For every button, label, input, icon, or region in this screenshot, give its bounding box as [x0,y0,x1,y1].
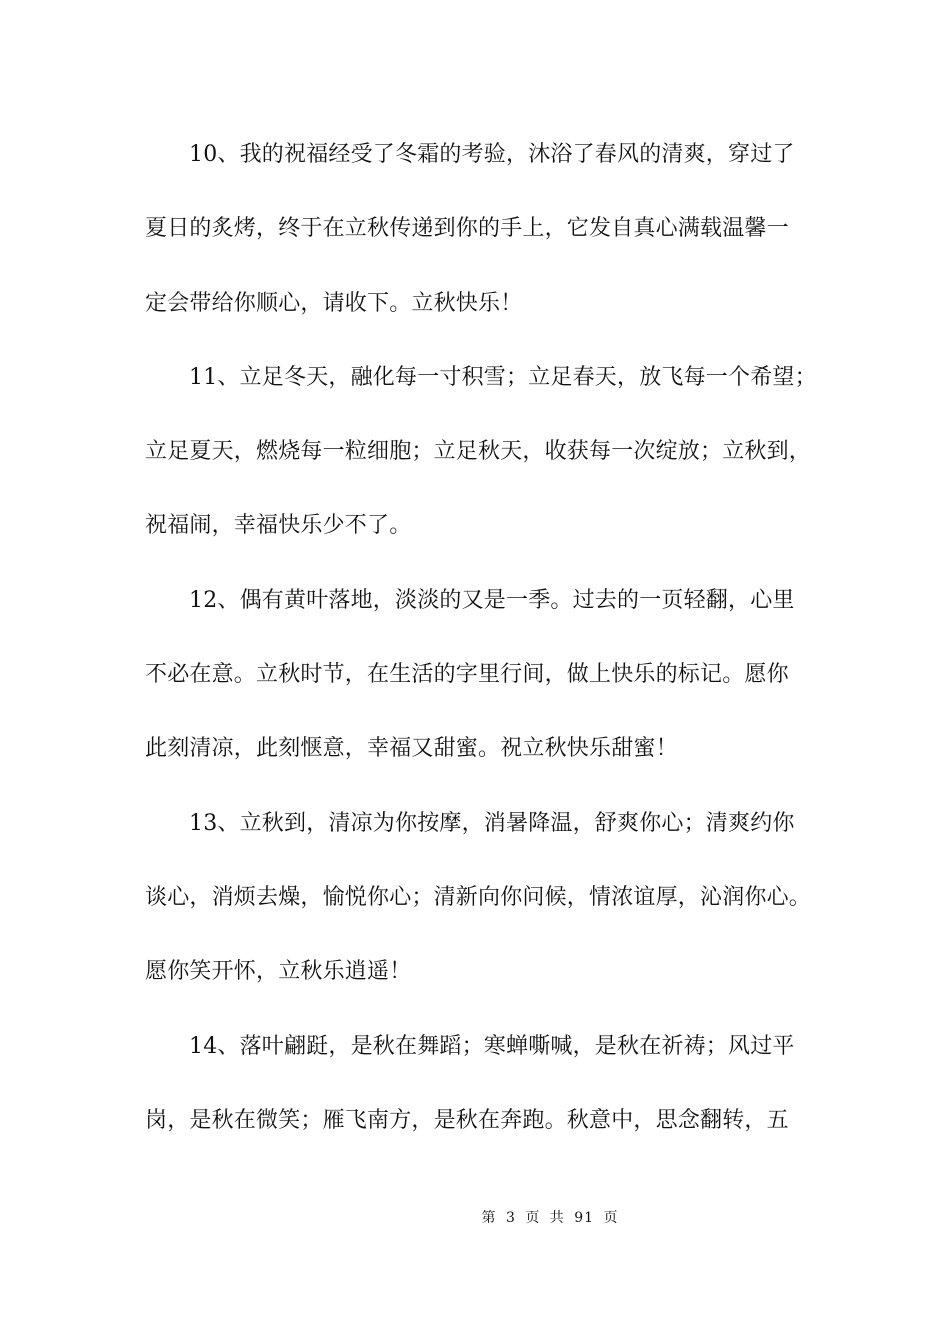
text-line: 不必在意。立秋时节，在生活的字里行间，做上快乐的标记。愿你 [145,662,789,688]
paragraph-10 [145,136,810,359]
text-line: 夏日的炙烤，终于在立秋传递到你的手上，它发自真心满载温馨一 [145,216,789,242]
text-line: 10、我的祝福经受了冬霜的考验，沐浴了春风的清爽，穿过了 [189,142,795,167]
text-line: 岗，是秋在微笑；雁飞南方，是秋在奔跑。秋意中，思念翻转，五 [145,1107,789,1133]
text-line: 13、立秋到，清凉为你按摩，消暑降温，舒爽你心；清爽约你 [189,810,795,836]
text-line: 12、偶有黄叶落地，淡淡的又是一季。过去的一页轻翻，心里 [189,587,795,613]
footer-total-pages: 91 [574,1210,595,1226]
paragraph-14 [145,1028,810,1177]
text-line: 此刻清凉，此刻惬意，幸福又甜蜜。祝立秋快乐甜蜜！ [145,736,678,762]
paragraph-13 [145,805,810,1028]
footer-suffix: 页 [603,1210,619,1226]
footer-current-page: 3 [505,1210,516,1226]
text-line: 祝福闹，幸福快乐少不了。 [145,513,412,539]
text-line: 立足夏天，燃烧每一粒细胞；立足秋天，收获每一次绽放；立秋到， [145,439,812,465]
paragraph-11 [145,359,817,582]
text-line: 谈心，消烦去燥，愉悦你心；清新向你问候，情浓谊厚，沁润你心。 [145,884,812,910]
text-line: 定会带给你顺心，请收下。立秋快乐！ [145,290,523,316]
text-line: 11、立足冬天，融化每一寸积雪；立足春天，放飞每一个希望； [189,364,817,390]
page-footer [0,1207,950,1229]
paragraph-12 [145,582,810,805]
footer-total-word: 共 [549,1210,565,1226]
text-line: 14、落叶翩跹，是秋在舞蹈；寒蝉嘶喊，是秋在祈祷；风过平 [189,1033,795,1059]
document-body [145,136,817,1176]
footer-prefix: 第 [481,1210,497,1226]
footer-page-word: 页 [525,1210,541,1226]
text-line: 愿你笑开怀，立秋乐逍遥！ [145,959,412,985]
